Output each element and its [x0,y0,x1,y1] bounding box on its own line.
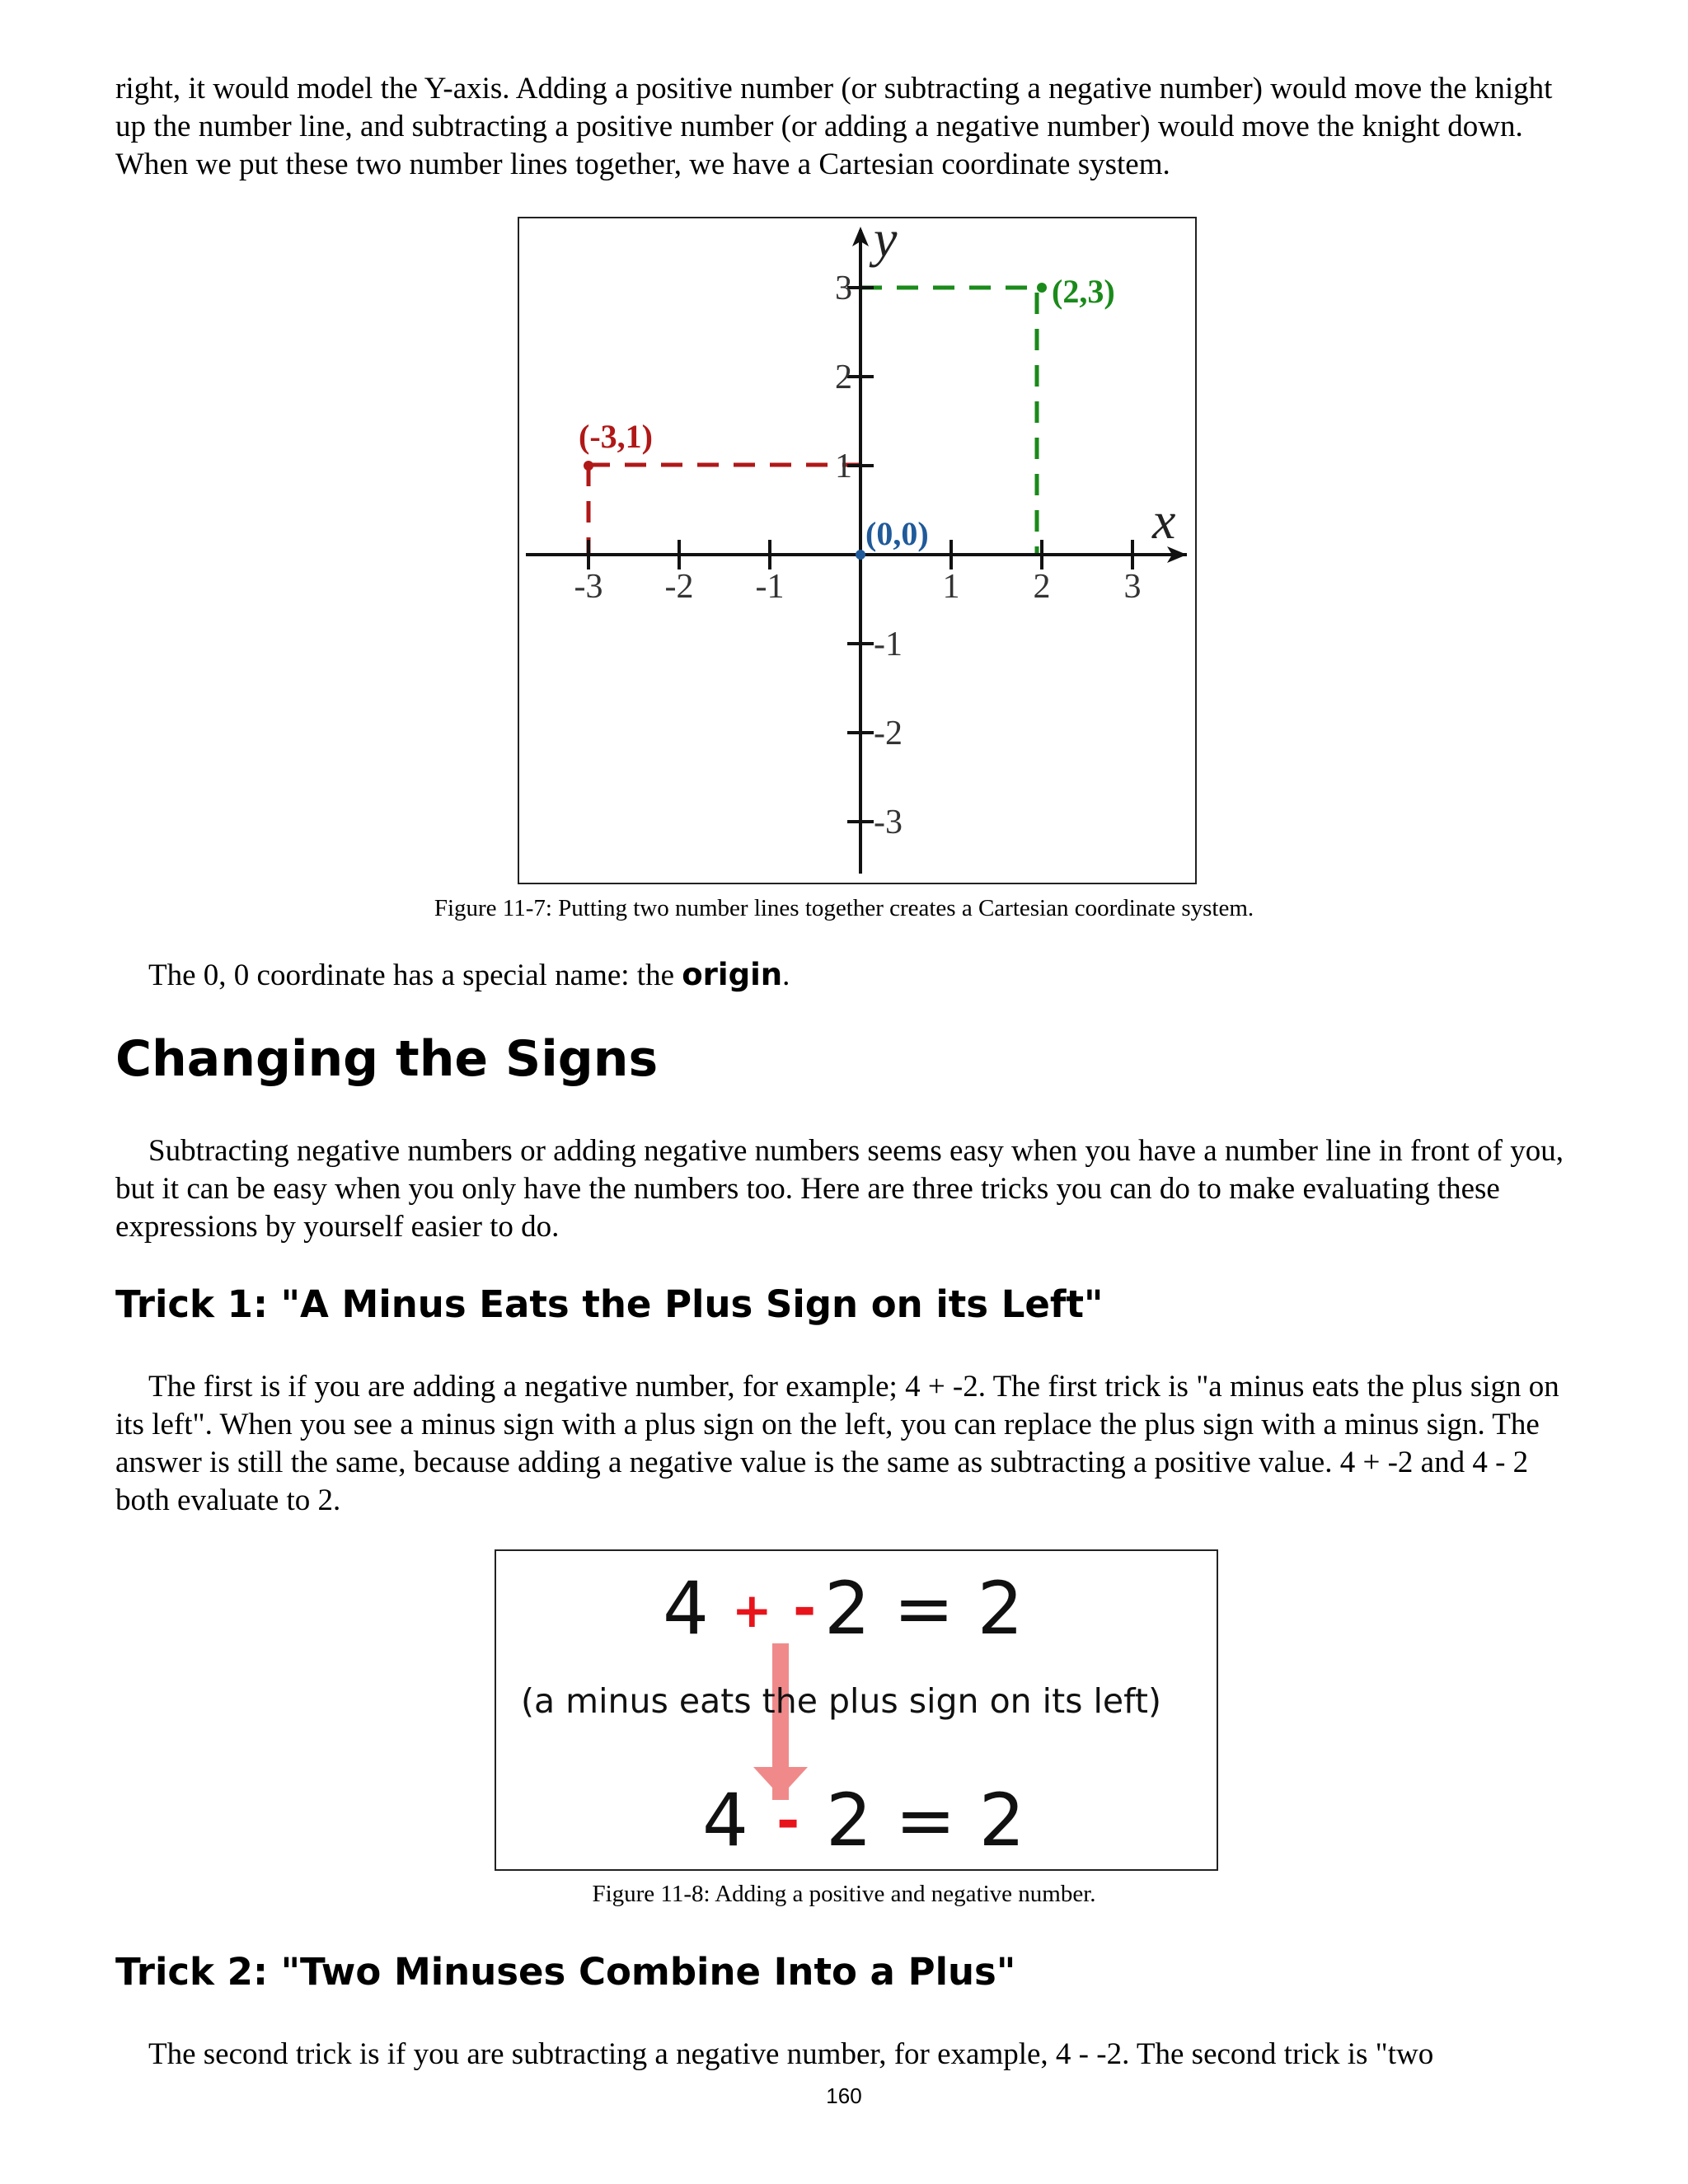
intro-paragraph: right, it would model the Y-axis. Adding a positive number (or subtracting a negative number) would move the knight up the number line, and subtracting a positive number (or adding a negative number) would move the knight down. When we put these two number lines together, we have a Cartesian coordinate system. [115,72,1553,181]
y-axis-label: y [874,218,898,268]
y-tick-label: 2 [835,359,852,396]
bottom-left-operand: 4 [702,1778,748,1863]
point-label: (-3,1) [579,418,653,455]
y-tick-label: -2 [874,715,903,752]
bottom-minus-sign: - [776,1788,800,1854]
cartesian-figure [518,217,1197,884]
trick-1-paragraph: The first is if you are adding a negative number, for example; 4 + -2. The first trick is "a minus eats the plus sign on its left". When you see a minus sign with a plus sign on the left, you can replace the plus sign with a minus sign. The answer is still the same, because adding a negative value is the same as subtracting a positive value. 4 + -2 and 4 - 2 both evaluate to 2. [115,1370,1559,1517]
top-left-operand: 4 [663,1566,709,1651]
x-tick-label: 3 [1123,568,1142,606]
bottom-right-expression: 2 = 2 [826,1778,1025,1863]
point-marker [856,550,865,560]
x-tick-label: -2 [664,568,694,606]
y-tick-label: -3 [874,804,903,841]
x-tick-label: 2 [1033,568,1051,606]
origin-sentence-end: . [782,958,790,992]
trick-1-heading: Trick 1: "A Minus Eats the Plus Sign on its Left" [115,1282,1104,1326]
x-axis-label: x [1152,491,1176,550]
top-right-expression: 2 = 2 [824,1566,1024,1651]
origin-sentence-start: The 0, 0 coordinate has a special name: the [148,958,682,992]
top-plus-sign: + [732,1582,772,1638]
point-marker [1037,283,1047,293]
y-tick-label: -1 [874,626,903,663]
x-tick-label: -3 [574,568,603,606]
figure-11-7-caption: Figure 11-7: Putting two number lines together creates a Cartesian coordinate system. [434,895,1254,921]
trick-2-heading: Trick 2: "Two Minuses Combine Into a Plus" [115,1950,1016,1994]
y-tick-label: 1 [835,448,852,485]
point-label: (0,0) [865,515,929,552]
origin-term: origin [682,957,783,992]
origin-paragraph [115,956,1582,995]
minus-eats-plus-diagram [496,1551,1217,1869]
x-tick-label: 1 [942,568,960,606]
rule-text: (a minus eats the plus sign on its left) [521,1681,1161,1721]
plotted-points [579,273,1115,560]
top-minus-sign: - [793,1576,817,1641]
point-marker [584,461,593,471]
page-number: 160 [826,2083,862,2108]
section-paragraph: Subtracting negative numbers or adding negative numbers seems easy when you have a number line in front of you, but it can be easy when you only have the numbers too. Here are three tricks you can do to make evaluating these expressions by yourself easier to do. [115,1134,1564,1244]
x-axis-ticks [574,540,1142,606]
section-heading: Changing the Signs [115,1030,659,1088]
y-tick-label: 3 [835,269,852,307]
x-tick-label: -1 [755,568,785,606]
point-label: (2,3) [1052,273,1115,310]
cartesian-plane [519,218,1195,883]
minus-eats-plus-figure [495,1549,1218,1871]
trick-2-paragraph: The second trick is if you are subtracting a negative number, for example, 4 - -2. The second trick is "two [148,2037,1434,2071]
figure-11-8-caption: Figure 11-8: Adding a positive and negative number. [592,1881,1096,1907]
